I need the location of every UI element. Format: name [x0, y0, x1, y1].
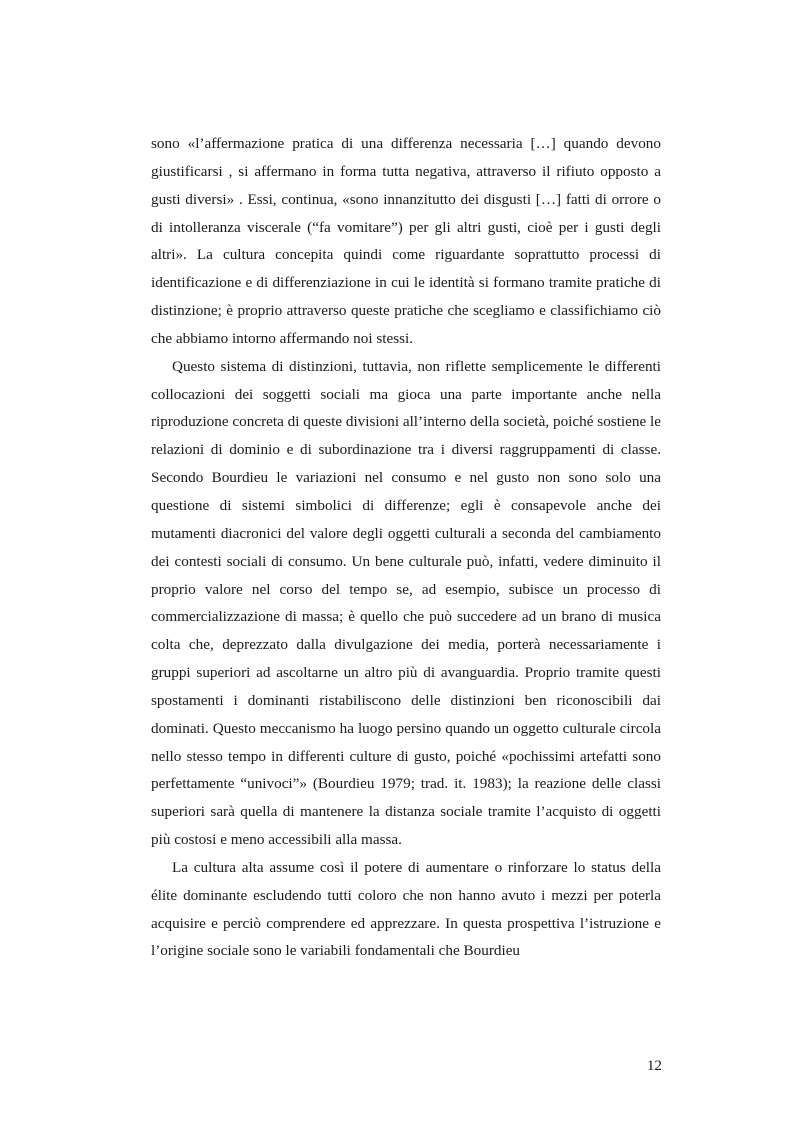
- paragraph-1: sono «l’affermazione pratica di una differenza necessaria […] quando devono giustificarsi , si affermano in forma tutta negativa, attraverso il rifiuto opposto a gusti diversi» . Essi, continua, «sono innanzitutto dei disgusti […] fatti di orrore o di intolleranza viscerale (“fa vomitare”) per gli altri gusti, cioè per i gusti degli altri». La cultura concepita quindi come riguardante soprattutto processi di identificazione e di differenziazione in cui le identità si formano tramite pratiche di distinzione; è proprio attraverso queste pratiche che scegliamo e classifichiamo ciò che abbiamo intorno affermando noi stessi.: [151, 135, 661, 347]
- paragraph-3: La cultura alta assume così il potere di aumentare o rinforzare lo status della élite dominante escludendo tutti coloro che non hanno avuto i mezzi per poterla acquisire e perciò comprendere ed apprezzare. In questa prospettiva l’istruzione e l’origine sociale sono le variabili fondamentali che Bourdieu: [151, 858, 661, 960]
- page-number: 12: [646, 1057, 662, 1074]
- paragraph-2: Questo sistema di distinzioni, tuttavia, non riflette semplicemente le differenti collocazioni dei soggetti sociali ma gioca una parte importante anche nella riproduzione concreta di queste divisioni all’interno della società, poiché sostiene le relazioni di dominio e di subordinazione tra i diversi raggruppamenti di classe. Secondo Bourdieu le variazioni nel consumo e nel gusto non sono solo una questione di sistemi simbolici di differenze; egli è consapevole anche dei mutamenti diacronici del valore degli oggetti culturali a seconda del cambiamento dei contesti sociali di consumo. Un bene culturale può, infatti, vedere diminuito il proprio valore nel corso del tempo se, ad esempio, subisce un processo di commercializzazione di massa; è quello che può succedere ad un brano di musica colta che, deprezzato dalla divulgazione dei media, porterà necessariamente i gruppi superiori ad ascoltarne un altro più di avanguardia. Proprio tramite questi spostamenti i dominanti ristabiliscono delle distinzioni ben riconoscibili dai dominati. Questo meccanismo ha luogo persino quando un oggetto culturale circola nello stesso tempo in differenti culture di gusto, poiché «pochissimi artefatti sono perfettamente “univoci”» (Bourdieu 1979; trad. it. 1983); la reazione delle classi superiori sarà quella di mantenere la distanza sociale tramite l’acquisto di oggetti più costosi e meno accessibili alla massa.: [151, 357, 661, 849]
- body-text: [151, 130, 661, 965]
